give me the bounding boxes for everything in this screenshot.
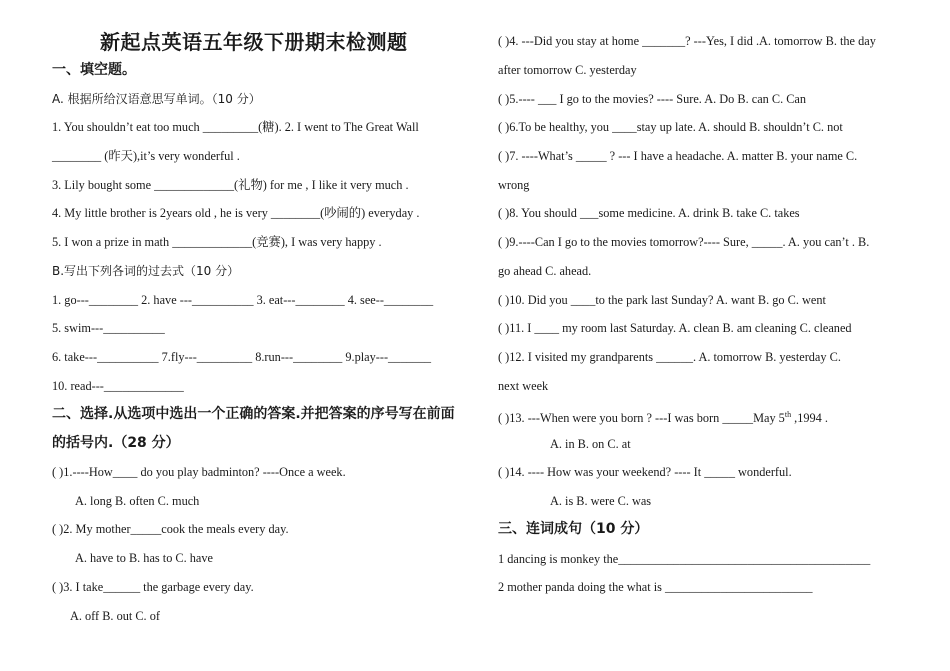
question-2-options: A. have to B. has to C. have	[75, 551, 213, 565]
partA-line-4: 4. My little brother is 2years old , he is very ________(吵闹的) everyday .	[52, 206, 420, 220]
question-14-options: A. is B. were C. was	[550, 494, 652, 508]
question-4: ( )4. ---Did you stay at home _______? ---Yes, I did .A. tomorrow B. the day	[498, 34, 876, 48]
partB-line-1: 1. go---________ 2. have ---__________ 3. eat---________ 4. see--________	[52, 293, 434, 307]
question-10: ( )10. Did you ____to the park last Sunday? A. want B. go C. went	[498, 293, 826, 307]
section2-heading-line1: 二、选择.从选项中选出一个正确的答案.并把答案的序号写在前面	[52, 406, 455, 422]
page-title: 新起点英语五年级下册期末检测题	[100, 30, 408, 54]
sentence-1: 1 dancing is monkey the_________________________________________	[498, 552, 871, 566]
question-12-cont: next week	[498, 379, 549, 393]
question-7: ( )7. ----What’s _____ ? --- I have a headache. A. matter B. your name C.	[498, 149, 858, 163]
question-3-options: A. off B. out C. of	[70, 609, 160, 623]
partA-line-1: 1. You shouldn’t eat too much _________(糖). 2. I went to The Great Wall	[52, 120, 419, 134]
question-13	[498, 407, 828, 426]
partB-line-4: 10. read---_____________	[52, 379, 184, 393]
question-1: ( )1.----How____ do you play badminton? ----Once a week.	[52, 465, 346, 479]
question-13-options: A. in B. on C. at	[550, 437, 631, 451]
section1-partB-heading: B.写出下列各词的过去式（10 分）	[52, 264, 240, 278]
question-4-cont: after tomorrow C. yesterday	[498, 63, 637, 77]
question-12: ( )12. I visited my grandparents ______. A. tomorrow B. yesterday C.	[498, 350, 841, 364]
question-5: ( )5.---- ___ I go to the movies? ---- Sure. A. Do B. can C. Can	[498, 92, 807, 106]
question-14: ( )14. ---- How was your weekend? ---- It _____ wonderful.	[498, 465, 792, 479]
partB-line-3: 6. take---__________ 7.fly---_________ 8.run---________ 9.play---_______	[52, 350, 432, 364]
question-9-cont: go ahead C. ahead.	[498, 264, 592, 278]
section3-heading: 三、连词成句（10 分）	[498, 521, 649, 537]
question-1-options: A. long B. often C. much	[75, 494, 200, 508]
partB-line-2: 5. swim---__________	[52, 321, 165, 335]
section2-heading-line2: 的括号内.（28 分）	[52, 435, 180, 451]
question-8: ( )8. You should ___some medicine. A. drink B. take C. takes	[498, 206, 800, 220]
partA-line-3: 3. Lily bought some _____________(礼物) for me , I like it very much .	[52, 178, 409, 192]
section1-partA-heading: A. 根据所给汉语意思写单词。（10 分）	[52, 92, 261, 106]
question-11: ( )11. I ____ my room last Saturday. A. clean B. am cleaning C. cleaned	[498, 321, 852, 335]
question-2: ( )2. My mother_____cook the meals every day.	[52, 522, 289, 536]
question-13-superscript: th	[784, 410, 792, 419]
question-13-text: ( )13. ---When were you born ? ---I was born _____May 5	[498, 411, 785, 426]
question-9: ( )9.----Can I go to the movies tomorrow?---- Sure, _____. A. you can’t . B.	[498, 235, 870, 249]
question-3: ( )3. I take______ the garbage every day.	[52, 580, 254, 594]
partA-line-5: 5. I won a prize in math _____________(竞赛), I was very happy .	[52, 235, 382, 249]
question-6: ( )6.To be healthy, you ____stay up late. A. should B. shouldn’t C. not	[498, 120, 843, 134]
partA-line-2: ________ (昨天),it’s very wonderful .	[52, 149, 240, 163]
question-7-cont: wrong	[498, 178, 530, 192]
section1-heading: 一、填空题。	[52, 62, 136, 78]
question-13-year: ,1994 .	[791, 411, 828, 426]
sentence-2: 2 mother panda doing the what is ________________________	[498, 580, 813, 594]
